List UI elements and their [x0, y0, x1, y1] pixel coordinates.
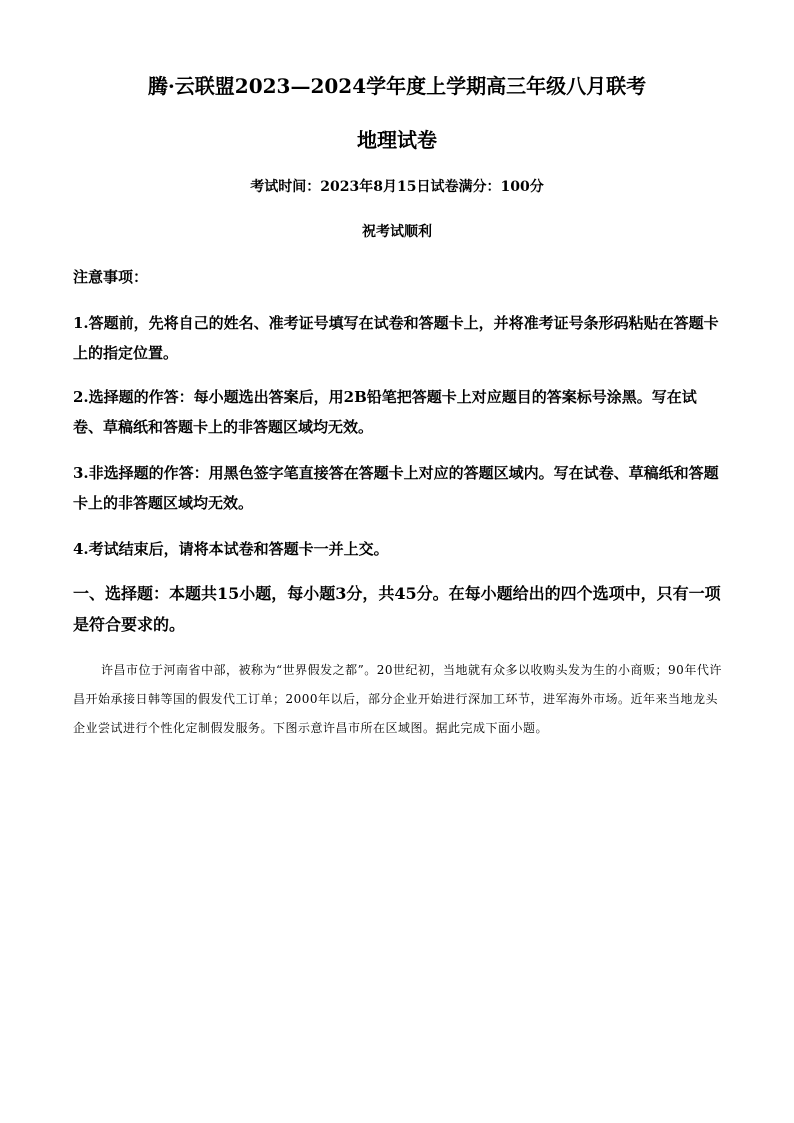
notice-item-1: 1.答题前，先将自己的姓名、准考证号填写在试卷和答题卡上，并将准考证号条形码粘贴在答题卡上的指定位置。 — [73, 314, 719, 362]
notice-item-2: 2.选择题的作答：每小题选出答案后，用2B铅笔把答题卡上对应题目的答案标号涂黑。写在试卷、草稿纸和答题卡上的非答题区域均无效。 — [73, 388, 697, 436]
notice-heading: 注意事项： — [73, 268, 149, 286]
question-passage: 许昌市位于河南省中部，被称为“世界假发之都”。20世纪初，当地就有众多以收购头发为生的小商贩；90年代许昌开始承接日韩等国的假发代工订单；2000年以后，部分企业开始进行深加工环节，进军海外市场。近年来当地龙头企业尝试进行个性化定制假发服务。下图示意许昌市所在区域图。据此完成下面小题。 — [73, 663, 722, 735]
exam-title: 腾·云联盟2023—2024学年度上学期高三年级八月联考 — [147, 74, 647, 98]
exam-info: 考试时间：2023年8月15日试卷满分：100分 — [250, 179, 544, 195]
good-luck-text: 祝考试顺利 — [362, 224, 432, 240]
subject-title: 地理试卷 — [357, 128, 437, 152]
section-heading: 一、选择题：本题共15小题，每小题3分，共45分。在每小题给出的四个选项中，只有一项是符合要求的。 — [73, 584, 721, 634]
notice-item-4: 4.考试结束后，请将本试卷和答题卡一并上交。 — [73, 540, 389, 558]
notice-item-3: 3.非选择题的作答：用黑色签字笔直接答在答题卡上对应的答题区域内。写在试卷、草稿纸和答题卡上的非答题区域均无效。 — [73, 464, 719, 512]
